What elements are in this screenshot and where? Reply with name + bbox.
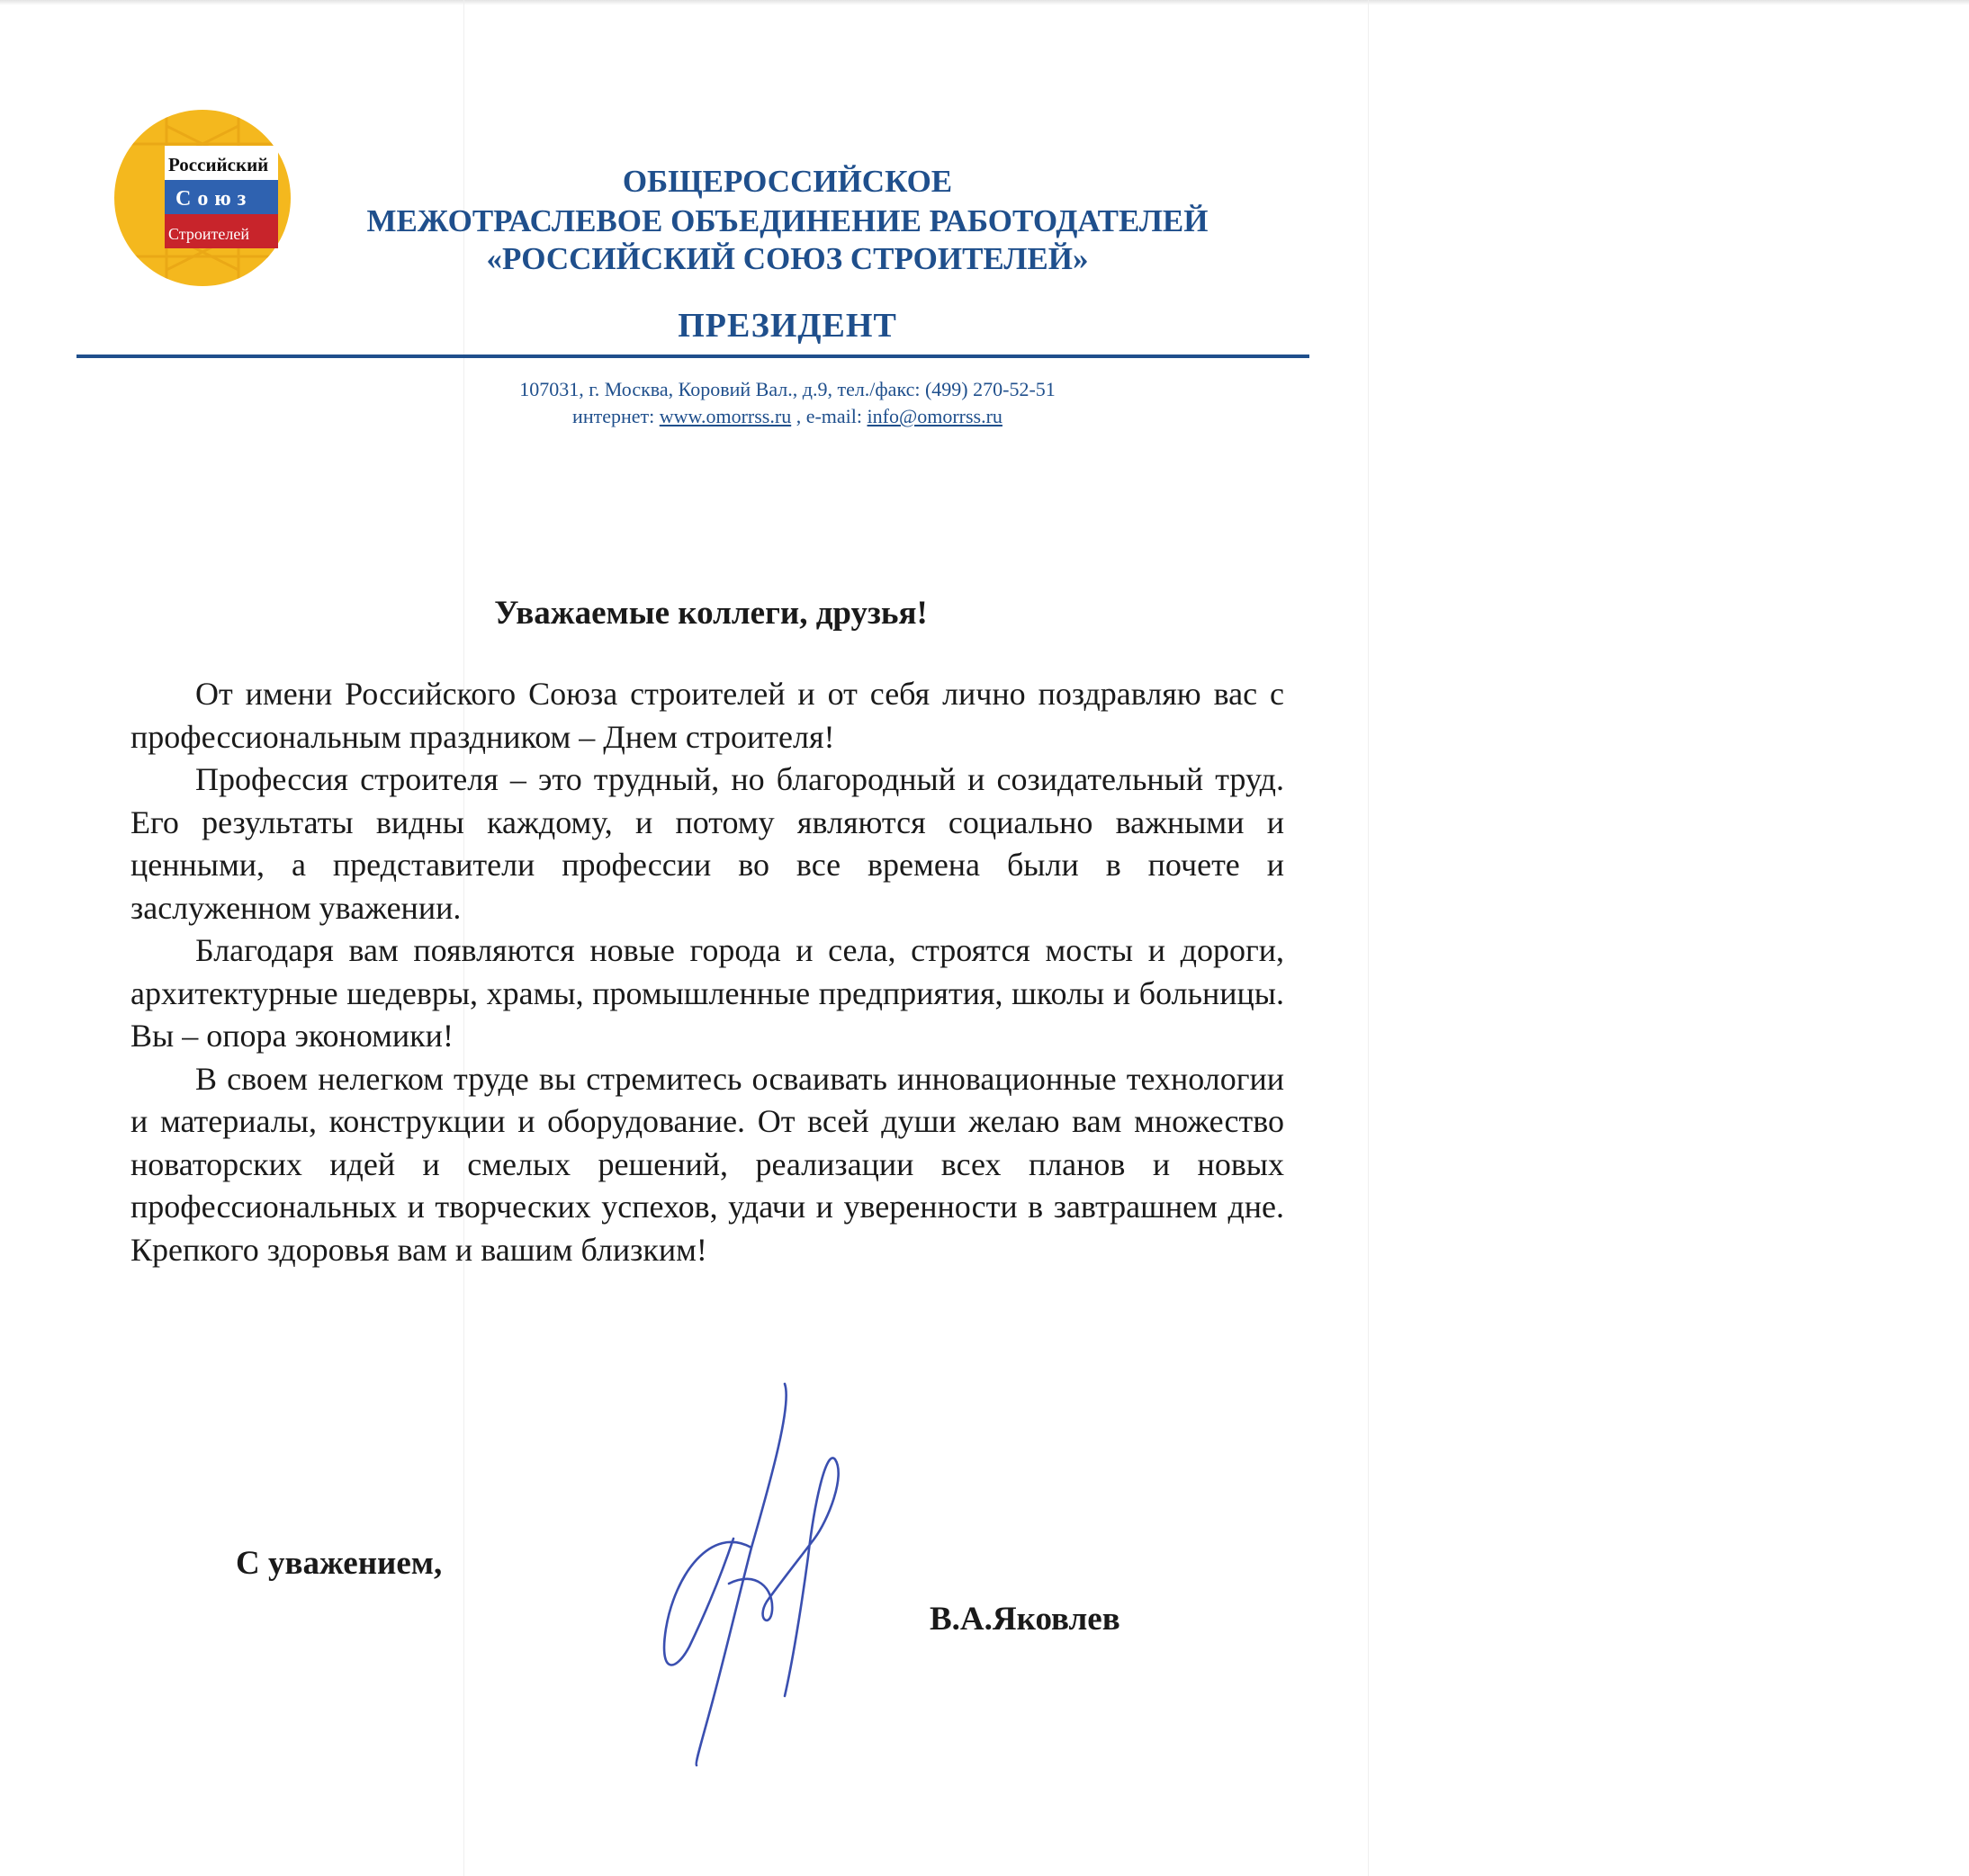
paragraph: В своем нелегком труде вы стремитесь осваивать инновационные технологии и материалы, конструкции и оборудование. От всей души желаю вам множество новаторских идей и смелых решений, реализации всех планов и новых профессиональных и творческих успехов, удачи и уверенности в завтрашнем дне. Крепкого здоровья вам и вашим близким! <box>130 1060 1284 1268</box>
org-name-line-3: «РОССИЙСКИЙ СОЮЗ СТРОИТЕЛЕЙ» <box>486 241 1089 276</box>
handwritten-signature-icon <box>657 1377 864 1773</box>
logo-text: Союз <box>175 187 253 211</box>
paragraph: Профессия строителя – это трудный, но благородный и созидательный труд. Его результаты видны каждому, и потому являются социально важными и ценными, а представители профессии во все времена были в почете и заслуженном уважении. <box>130 761 1284 926</box>
scan-streak <box>1368 0 1369 1876</box>
letter-body <box>130 673 1284 1271</box>
rss-logo-icon <box>112 108 292 288</box>
paragraph: Благодаря вам появляются новые города и села, строятся мосты и дороги, архитектурные шедевры, храмы, промышленные предприятия, школы и больницы. Вы – опора экономики! <box>130 932 1284 1054</box>
org-name-line-2: МЕЖОТРАСЛЕВОЕ ОБЪЕДИНЕНИЕ РАБОТОДАТЕЛЕЙ <box>366 203 1209 238</box>
email-link[interactable]: info@omorrss.ru <box>867 405 1002 427</box>
logo-text: Российский <box>168 154 269 175</box>
closing-phrase: С уважением, <box>236 1545 443 1582</box>
internet-label: интернет: <box>572 405 660 427</box>
logo-text: Строителей <box>168 225 249 243</box>
postal-address: 107031, г. Москва, Коровий Вал., д.9, тел./факс: (499) 270-52-51 <box>519 378 1056 400</box>
org-name-line-1: ОБЩЕРОССИЙСКОЕ <box>622 164 953 199</box>
salutation: Уважаемые коллеги, друзья! <box>494 595 928 632</box>
contact-line <box>297 403 1278 430</box>
position-title: ПРЕЗИДЕНТ <box>678 307 897 345</box>
paragraph: От имени Российского Союза строителей и от себя лично поздравляю вас с профессиональным праздником – Днем строителя! <box>130 676 1284 755</box>
header-divider <box>76 355 1309 358</box>
website-link[interactable]: www.omorrss.ru <box>659 405 792 427</box>
email-label: , e-mail: <box>791 405 868 427</box>
signer-name: В.А.Яковлев <box>930 1601 1120 1638</box>
scan-edge <box>0 0 1969 5</box>
